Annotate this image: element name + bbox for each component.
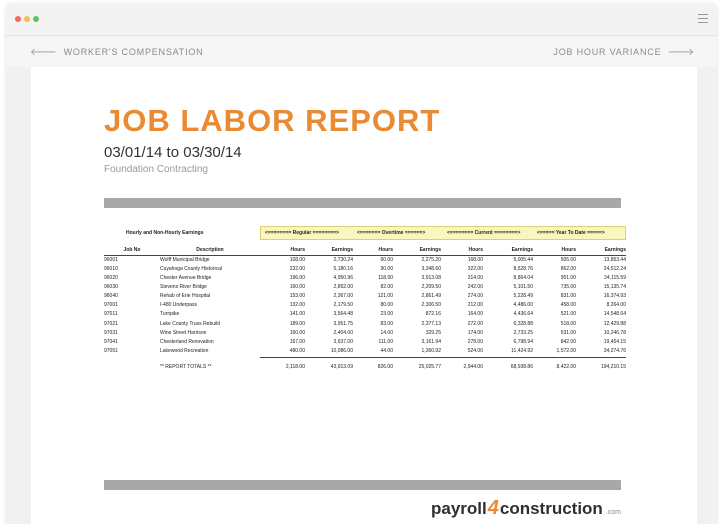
- col-current-earnings: Earnings: [483, 246, 533, 255]
- cell-ch: 212.00: [467, 302, 483, 309]
- total-re: 43,913.09: [305, 358, 353, 371]
- cell-oh: 90.00: [380, 265, 393, 272]
- report-period: 03/01/14 to 03/30/14: [104, 144, 242, 161]
- total-oh: 826.00: [353, 358, 393, 371]
- table-header-row: [104, 246, 626, 255]
- total-ch: 2,944.00: [441, 358, 483, 371]
- cell-yh: 735.00: [560, 283, 576, 290]
- cell-job-no: 97051: [104, 347, 118, 354]
- report-table-wrap: [104, 246, 626, 370]
- cell-job-no: 97031: [104, 329, 118, 336]
- table-row: [104, 337, 626, 346]
- cell-oh: 82.00: [380, 283, 393, 290]
- cell-ye: 19,454.15: [603, 338, 626, 345]
- maximize-window-dot[interactable]: [33, 16, 39, 22]
- cell-oe: 2,306.50: [421, 302, 441, 309]
- cell-ce: 11,424.92: [511, 347, 533, 354]
- cell-description: Wine Street Harrison: [160, 329, 207, 336]
- cell-oh: 121.00: [377, 293, 393, 300]
- cell-description: Turnpike: [160, 311, 180, 318]
- section-label: Hourly and Non-Hourly Earnings: [126, 230, 204, 236]
- cell-job-no: 96020: [104, 274, 118, 281]
- cell-oh: 80.00: [380, 302, 393, 309]
- cell-description: Cuyahoga County Historical: [160, 265, 222, 272]
- cell-ce: 5,101.50: [513, 283, 533, 290]
- col-overtime-hours: Hours: [353, 246, 393, 255]
- brand-suffix: .com: [605, 509, 621, 516]
- total-oe: 25,025.77: [393, 358, 441, 371]
- band-overtime: <======= Overtime ======>: [357, 230, 426, 236]
- cell-ce: 5,005.44: [513, 256, 533, 263]
- brand-logo: [431, 497, 621, 520]
- report-table: [104, 246, 626, 370]
- cell-re: 3,951.75: [333, 320, 353, 327]
- report-document: [31, 67, 697, 524]
- browser-window: [6, 4, 717, 524]
- cell-description: Lakewood Recreation: [160, 347, 209, 354]
- cell-ch: 272.00: [467, 320, 483, 327]
- total-rh: 2,118.00: [260, 358, 305, 371]
- cell-description: Stevens River Bridge: [160, 283, 207, 290]
- cell-description: Wolff Municipal Bridge: [160, 256, 210, 263]
- cell-job-no: 97001: [104, 302, 118, 309]
- table-row: [104, 264, 626, 273]
- cell-yh: 531.00: [560, 329, 576, 336]
- band-regular: <======== Regular ========>: [265, 230, 339, 236]
- totals-label: ** REPORT TOTALS **: [160, 363, 212, 370]
- cell-ce: 8,528.76: [513, 265, 533, 272]
- prev-report-label: WORKER'S COMPENSATION: [63, 47, 204, 57]
- col-overtime-earnings: Earnings: [393, 246, 441, 255]
- cell-rh: 160.00: [289, 283, 305, 290]
- cell-ye: 14,548.64: [603, 311, 626, 318]
- cell-re: 2,730.24: [333, 256, 353, 263]
- cell-yh: 951.00: [560, 274, 576, 281]
- next-report-link[interactable]: [553, 46, 695, 58]
- table-row: [104, 328, 626, 337]
- cell-rh: 141.00: [289, 311, 305, 318]
- cell-re: 2,404.00: [333, 329, 353, 336]
- cell-oh: 60.00: [380, 256, 393, 263]
- cell-yh: 505.00: [560, 256, 576, 263]
- cell-ch: 168.00: [467, 256, 483, 263]
- report-title: JOB LABOR REPORT: [104, 103, 441, 138]
- cell-rh: 480.00: [289, 347, 305, 354]
- brand-part2: 4: [487, 497, 499, 519]
- arrow-right-icon: 🡒: [667, 47, 695, 58]
- cell-ch: 174.00: [467, 329, 483, 336]
- total-ye: 194,210.15: [576, 358, 626, 371]
- table-row: [104, 273, 626, 282]
- company-name: Foundation Contracting: [104, 164, 208, 175]
- cell-description: Chester Avenue Bridge: [160, 274, 212, 281]
- cell-ch: 278.00: [467, 338, 483, 345]
- cell-rh: 167.00: [289, 338, 305, 345]
- cell-rh: 153.00: [289, 293, 305, 300]
- col-description: Description: [160, 246, 260, 255]
- cell-oe: 3,913.08: [421, 274, 441, 281]
- table-row: [104, 255, 626, 264]
- cell-oh: 118.00: [378, 274, 393, 281]
- band-current: <======== Current ========>: [447, 230, 521, 236]
- cell-job-no: 97011: [104, 311, 118, 318]
- brand-part3: construction: [499, 499, 603, 518]
- cell-re: 3,637.00: [333, 338, 353, 345]
- col-ytd-earnings: Earnings: [576, 246, 626, 255]
- totals-row: [104, 358, 626, 371]
- cell-ce: 4,436.64: [513, 311, 533, 318]
- cell-description: Chesterland Renovation: [160, 338, 214, 345]
- total-yh: 8,422.00: [533, 358, 576, 371]
- cell-re: 2,367.00: [333, 293, 353, 300]
- cell-ye: 24,512.24: [603, 265, 626, 272]
- cell-ye: 13,853.44: [603, 256, 626, 263]
- cell-oe: 2,377.13: [421, 320, 441, 327]
- cell-ce: 4,486.00: [513, 302, 533, 309]
- cell-job-no: 97021: [104, 320, 118, 327]
- cell-yh: 518.00: [560, 320, 576, 327]
- hamburger-menu-icon[interactable]: [698, 14, 708, 23]
- cell-ch: 274.00: [467, 293, 483, 300]
- cell-job-no: 96030: [104, 283, 118, 290]
- col-regular-hours: Hours: [260, 246, 305, 255]
- next-report-label: JOB HOUR VARIANCE: [553, 47, 662, 57]
- cell-ch: 314.00: [467, 274, 483, 281]
- footer-divider-bar: [104, 480, 621, 490]
- title-bar: [6, 4, 717, 36]
- cell-oe: 3,348.60: [421, 265, 441, 272]
- cell-rh: 160.00: [289, 329, 305, 336]
- cell-rh: 189.00: [289, 320, 305, 327]
- col-regular-earnings: Earnings: [305, 246, 353, 255]
- cell-oe: 3,161.94: [421, 338, 441, 345]
- cell-ch: 164.00: [467, 311, 483, 318]
- table-row: [104, 346, 626, 355]
- cell-ye: 8,264.00: [606, 302, 626, 309]
- cell-oe: 2,275.20: [421, 256, 441, 263]
- cell-re: 5,180.16: [333, 265, 353, 272]
- cell-ce: 8,864.04: [513, 274, 533, 281]
- cell-ce: 2,733.25: [513, 329, 533, 336]
- cell-yh: 831.00: [560, 293, 576, 300]
- cell-oe: 1,360.92: [421, 347, 441, 354]
- band-ytd: <===== Year To Date =====>: [537, 230, 605, 236]
- cell-ch: 524.00: [467, 347, 483, 354]
- cell-rh: 108.00: [289, 256, 305, 263]
- cell-description: Lake County Truss Rebuild: [160, 320, 221, 327]
- cell-description: I-480 Underpass: [160, 302, 197, 309]
- cell-ye: 15,135.74: [603, 283, 626, 290]
- minimize-window-dot[interactable]: [24, 16, 30, 22]
- col-current-hours: Hours: [441, 246, 483, 255]
- col-job-no: Job No: [104, 246, 160, 255]
- cell-ye: 24,115.59: [604, 274, 626, 281]
- table-row: [104, 282, 626, 291]
- cell-rh: 132.00: [289, 302, 305, 309]
- table-row: [104, 292, 626, 301]
- cell-oe: 2,861.49: [421, 293, 441, 300]
- cell-ye: 34,274.76: [603, 347, 626, 354]
- totals-blank: [104, 358, 160, 371]
- col-ytd-hours: Hours: [533, 246, 576, 255]
- cell-oh: 83.00: [380, 320, 393, 327]
- arrow-left-icon: 🡐: [30, 47, 58, 58]
- prev-report-link[interactable]: [30, 46, 204, 58]
- brand-part1: payroll: [431, 499, 487, 518]
- cell-oh: 44.00: [380, 347, 393, 354]
- cell-ce: 5,228.49: [513, 293, 533, 300]
- cell-rh: 196.00: [289, 274, 305, 281]
- cell-re: 4,950.96: [333, 274, 353, 281]
- cell-yh: 1,572.00: [556, 347, 576, 354]
- cell-ye: 16,374.93: [603, 293, 626, 300]
- cell-yh: 862.00: [560, 265, 576, 272]
- cell-yh: 842.00: [560, 338, 576, 345]
- cell-yh: 458.00: [560, 302, 576, 309]
- cell-oh: 23.00: [380, 311, 393, 318]
- cell-job-no: 96040: [104, 293, 118, 300]
- cell-re: 2,179.50: [333, 302, 353, 309]
- column-group-band: [260, 226, 626, 240]
- cell-description: Rehab of Erie Hospital: [160, 293, 211, 300]
- cell-re: 2,892.00: [333, 283, 353, 290]
- total-ce: 68,938.86: [483, 358, 533, 371]
- cell-oe: 329.25: [425, 329, 441, 336]
- cell-oh: 14.00: [380, 329, 393, 336]
- cell-oe: 872.16: [425, 311, 441, 318]
- header-divider-bar: [104, 198, 621, 208]
- cell-re: 3,564.48: [333, 311, 353, 318]
- cell-job-no: 96001: [104, 256, 118, 263]
- cell-oh: 111.00: [378, 338, 393, 345]
- cell-ce: 6,798.94: [513, 338, 533, 345]
- table-row: [104, 301, 626, 310]
- table-row: [104, 319, 626, 328]
- cell-ye: 12,429.88: [603, 320, 626, 327]
- cell-job-no: 96010: [104, 265, 118, 272]
- cell-rh: 232.00: [289, 265, 305, 272]
- cell-ye: 10,246.78: [603, 329, 626, 336]
- cell-ce: 6,328.88: [513, 320, 533, 327]
- cell-oe: 2,209.50: [421, 283, 441, 290]
- report-navigation: [6, 37, 717, 67]
- cell-job-no: 97041: [104, 338, 118, 345]
- cell-re: 10,086.00: [330, 347, 353, 354]
- cell-yh: 521.00: [560, 311, 576, 318]
- cell-ch: 322.00: [467, 265, 483, 272]
- close-window-dot[interactable]: [15, 16, 21, 22]
- table-row: [104, 310, 626, 319]
- cell-ch: 242.00: [467, 283, 483, 290]
